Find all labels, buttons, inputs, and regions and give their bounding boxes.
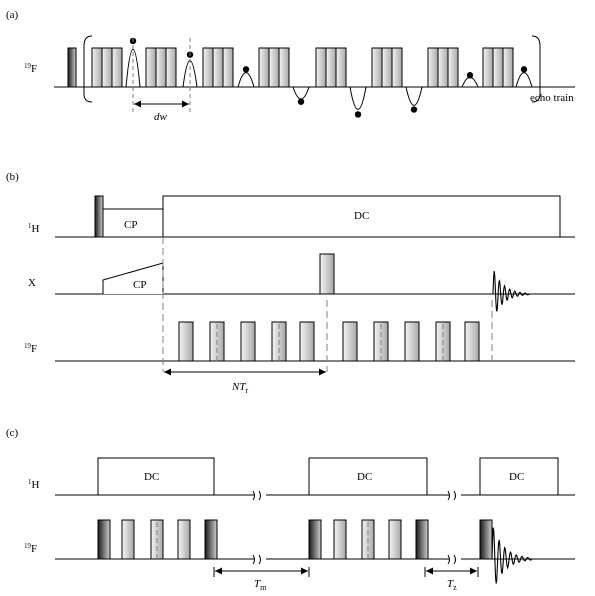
dw-label: dw — [154, 111, 167, 123]
panel-a-echo — [350, 87, 366, 109]
panel-a-pulse — [438, 48, 448, 87]
panel-a-pulse-90 — [68, 48, 76, 87]
panel-c-19f-break-2 — [448, 555, 456, 564]
panel-a-pulse — [279, 48, 289, 87]
panel-c-19f-pulse — [480, 520, 492, 559]
panel-b-1h-90-pulse — [95, 196, 103, 237]
panel-b-tag: (b) — [6, 171, 19, 183]
tm-label: $T_m$ — [254, 578, 267, 592]
panel-c-19f-pulse — [309, 520, 321, 559]
panel-c-dc-label-2: DC — [357, 471, 373, 483]
panel-b-channel-1h: $^1$H — [28, 222, 40, 235]
panel-a-echo — [516, 73, 532, 87]
panel-c-19f-pulse — [122, 520, 134, 559]
panel-a-pulse — [102, 48, 112, 87]
panel-a-pulse-blocks — [92, 48, 513, 87]
panel-a-echo — [462, 77, 478, 87]
panel-c — [6, 427, 575, 592]
panel-c-19f-pulse-blocks — [98, 520, 492, 559]
panel-c-channel-1h: $^1$H — [28, 478, 40, 491]
panel-b-19f-pulse — [179, 322, 193, 361]
panel-a-pulse — [166, 48, 176, 87]
panel-a-pulse — [146, 48, 156, 87]
panel-a-echo-dot — [467, 72, 473, 78]
panel-b-1h-dc-label: DC — [354, 210, 370, 222]
echo-train-bracket-left — [84, 36, 92, 102]
panel-a-echo-dot — [355, 111, 361, 117]
panel-a-pulse — [372, 48, 382, 87]
panel-c-19f-pulse — [416, 520, 428, 559]
panel-a-echo-dot — [243, 66, 249, 72]
panel-c-19f-fid — [492, 528, 532, 584]
panel-a-pulse — [259, 48, 269, 87]
panel-a-tag: (a) — [6, 9, 19, 21]
panel-a-pulse — [269, 48, 279, 87]
panel-a-echo-dot — [298, 99, 304, 105]
panel-a-pulse — [382, 48, 392, 87]
panel-c-1h-break-2 — [448, 491, 456, 500]
panel-b-channel-19f: $^{19}$F — [24, 342, 38, 355]
panel-b-x-cp-label: CP — [133, 279, 147, 291]
panel-c-dc-label-3: DC — [509, 471, 525, 483]
ntr-label: $NT_r$ — [232, 381, 249, 395]
panel-a-pulse — [483, 48, 493, 87]
panel-a-echo — [406, 87, 422, 105]
panel-a-pulse — [428, 48, 438, 87]
panel-b-1h-cp-label: CP — [124, 219, 138, 231]
panel-b-19f-pulse-blocks — [179, 322, 479, 361]
panel-a-pulse — [448, 48, 458, 87]
panel-c-19f-break-1 — [253, 555, 261, 564]
panel-b-channel-x: X — [28, 277, 36, 289]
panel-b-x-pulse — [320, 254, 334, 294]
panel-c-19f-pulse — [178, 520, 190, 559]
panel-a-echo-dot — [411, 106, 417, 112]
echo-train-label: echo train — [530, 92, 574, 104]
panel-a-channel-label: $^{19}$F — [24, 62, 38, 75]
panel-a-pulse — [503, 48, 513, 87]
panel-c-tag: (c) — [6, 427, 19, 439]
panel-a-pulse — [203, 48, 213, 87]
panel-b — [6, 171, 575, 395]
panel-a-pulse — [316, 48, 326, 87]
panel-c-19f-pulse — [389, 520, 401, 559]
panel-a-pulse — [223, 48, 233, 87]
panel-a — [6, 9, 575, 123]
panel-b-x-fid — [493, 271, 530, 311]
panel-b-19f-pulse — [343, 322, 357, 361]
panel-b-19f-pulse — [405, 322, 419, 361]
panel-a-pulse — [213, 48, 223, 87]
panel-a-echo — [293, 87, 309, 99]
panel-a-pulse — [493, 48, 503, 87]
panel-c-19f-pulse — [334, 520, 346, 559]
panel-c-1h-break-1 — [253, 491, 261, 500]
panel-c-19f-pulse — [205, 520, 217, 559]
panel-b-19f-pulse — [465, 322, 479, 361]
panel-a-pulse — [392, 48, 402, 87]
panel-a-pulse — [156, 48, 166, 87]
panel-a-pulse — [92, 48, 102, 87]
panel-a-pulse — [336, 48, 346, 87]
panel-a-echo — [238, 73, 254, 87]
panel-a-pulse — [326, 48, 336, 87]
panel-b-19f-pulse — [300, 322, 314, 361]
panel-c-19f-pulse — [98, 520, 110, 559]
panel-c-dc-label-1: DC — [144, 471, 160, 483]
panel-a-pulse — [112, 48, 122, 87]
panel-b-19f-pulse — [241, 322, 255, 361]
panel-a-echo-dot — [521, 66, 527, 72]
panel-c-channel-19f: $^{19}$F — [24, 542, 38, 555]
tz-label: $T_z$ — [447, 578, 457, 592]
